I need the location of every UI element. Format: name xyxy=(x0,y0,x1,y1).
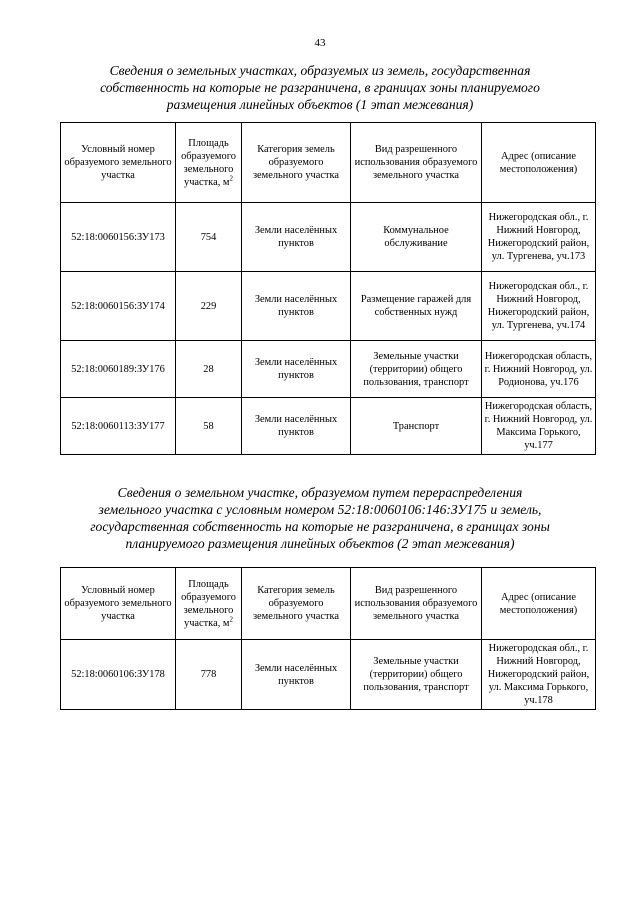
cell-address: Нижегородская область, г. Нижний Новгород, ул. Максима Горького, уч.177 xyxy=(482,398,596,455)
section1-heading-line: собственность на которые не разграничена, в границах зоны планируемого xyxy=(100,80,540,95)
cell-use: Земельные участки (территории) общего пользования, транспорт xyxy=(351,640,482,710)
table-row xyxy=(61,341,596,398)
cell-number: 52:18:0060189:ЗУ176 xyxy=(61,341,176,398)
section2-heading-line: государственная собственность на которые не разграничена, в границах зоны xyxy=(90,519,550,534)
table-row xyxy=(61,272,596,341)
cell-area: 229 xyxy=(176,272,242,341)
cell-use: Земельные участки (территории) общего пользования, транспорт xyxy=(351,341,482,398)
cell-number: 52:18:0060113:ЗУ177 xyxy=(61,398,176,455)
cell-number: 52:18:0060156:ЗУ174 xyxy=(61,272,176,341)
section2-heading-line: Сведения о земельном участке, образуемом путем перераспределения xyxy=(117,485,523,500)
cell-number: 52:18:0060106:ЗУ178 xyxy=(61,640,176,710)
table-header-row xyxy=(61,568,596,640)
section1-heading xyxy=(60,62,580,113)
col-header-use: Вид разрешенного использования образуемого земельного участка xyxy=(351,568,482,640)
col-header-area-unit: м xyxy=(222,176,230,188)
col-header-area-text: Площадь образуемого земельного участка, xyxy=(181,137,236,188)
cell-address: Нижегородская область, г. Нижний Новгород, ул. Родионова, уч.176 xyxy=(482,341,596,398)
cell-category: Земли населённых пунктов xyxy=(242,203,351,272)
section2-heading xyxy=(60,484,580,552)
table-header-row xyxy=(61,123,596,203)
cell-category: Земли населённых пунктов xyxy=(242,398,351,455)
col-header-category: Категория земель образуемого земельного участка xyxy=(242,123,351,203)
cell-number: 52:18:0060156:ЗУ173 xyxy=(61,203,176,272)
table-row xyxy=(61,398,596,455)
section1-heading-line: Сведения о земельных участках, образуемых из земель, государственная xyxy=(109,63,531,78)
cell-address: Нижегородская обл., г. Нижний Новгород, Нижегородский район, ул. Тургенева, уч.174 xyxy=(482,272,596,341)
cell-address: Нижегородская обл., г. Нижний Новгород, Нижегородский район, ул. Тургенева, уч.173 xyxy=(482,203,596,272)
section2-heading-line: планируемого размещения линейных объектов (2 этап межевания) xyxy=(125,536,515,551)
parcels-table-stage2 xyxy=(60,567,596,710)
col-header-area xyxy=(176,123,242,203)
col-header-area-unit-sup: 2 xyxy=(229,174,233,183)
col-header-number: Условный номер образуемого земельного участка xyxy=(61,568,176,640)
col-header-use: Вид разрешенного использования образуемого земельного участка xyxy=(351,123,482,203)
cell-area: 778 xyxy=(176,640,242,710)
col-header-category: Категория земель образуемого земельного участка xyxy=(242,568,351,640)
col-header-area-unit: м xyxy=(222,617,230,629)
cell-category: Земли населённых пунктов xyxy=(242,640,351,710)
page-number: 43 xyxy=(314,37,326,49)
cell-use: Коммунальное обслуживание xyxy=(351,203,482,272)
cell-area: 28 xyxy=(176,341,242,398)
col-header-area-text: Площадь образуемого земельного участка, xyxy=(181,578,236,629)
section2-heading-line: земельного участка с условным номером 52:18:0060106:146:ЗУ175 и земель, xyxy=(98,502,542,517)
col-header-address: Адрес (описание местоположения) xyxy=(482,568,596,640)
table-row xyxy=(61,203,596,272)
col-header-number: Условный номер образуемого земельного участка xyxy=(61,123,176,203)
col-header-address: Адрес (описание местоположения) xyxy=(482,123,596,203)
cell-use: Транспорт xyxy=(351,398,482,455)
col-header-area-unit-sup: 2 xyxy=(229,615,233,624)
cell-area: 754 xyxy=(176,203,242,272)
cell-category: Земли населённых пунктов xyxy=(242,272,351,341)
cell-use: Размещение гаражей для собственных нужд xyxy=(351,272,482,341)
col-header-area xyxy=(176,568,242,640)
cell-category: Земли населённых пунктов xyxy=(242,341,351,398)
cell-address: Нижегородская обл., г. Нижний Новгород, Нижегородский район, ул. Максима Горького, уч.178 xyxy=(482,640,596,710)
section1-heading-line: размещения линейных объектов (1 этап межевания) xyxy=(166,97,474,112)
table-row xyxy=(61,640,596,710)
cell-area: 58 xyxy=(176,398,242,455)
parcels-table-stage1 xyxy=(60,122,596,455)
